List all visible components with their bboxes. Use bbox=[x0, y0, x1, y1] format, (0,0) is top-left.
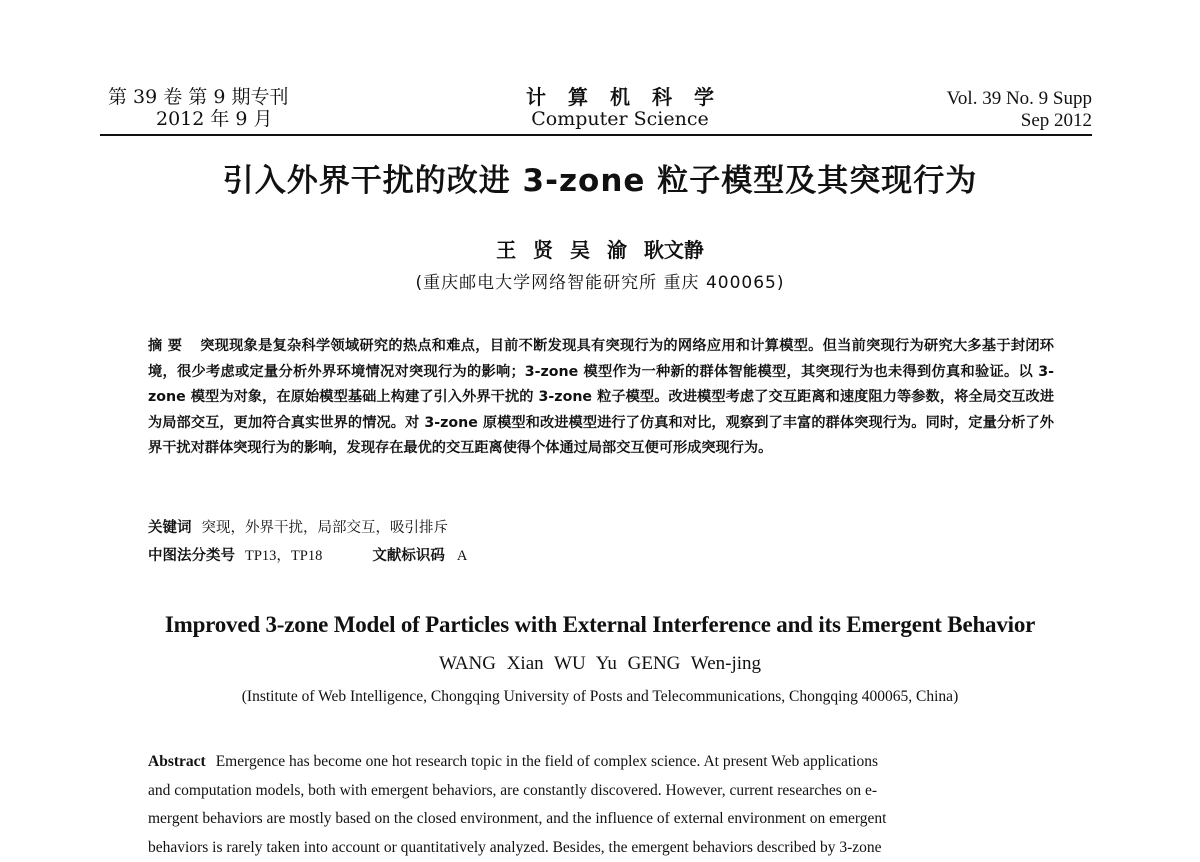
abstract-en-line: Abstract Emergence has become one hot research topic in the field of complex science. At present Web applications bbox=[148, 748, 1054, 777]
publication-date-en: Sep 2012 bbox=[947, 110, 1092, 132]
authors-cn: 王 贤 吴 渝 耿文静 bbox=[0, 234, 1200, 263]
journal-name-en: Computer Science bbox=[480, 108, 760, 130]
paper-title-en: Improved 3-zone Model of Particles with External Interference and its Emergent Behavior bbox=[0, 612, 1200, 638]
affiliation-en: (Institute of Web Intelligence, Chongqing University of Posts and Telecommunications, Chongqing 400065, China) bbox=[0, 688, 1200, 706]
affiliation-cn: (重庆邮电大学网络智能研究所 重庆 400065) bbox=[0, 268, 1200, 293]
journal-volume-info-en bbox=[947, 88, 1092, 132]
volume-issue: 第 39 卷 第 9 期专刊 bbox=[108, 86, 288, 108]
paper-title-cn: 引入外界干扰的改进 3-zone 粒子模型及其突现行为 bbox=[0, 155, 1200, 200]
abstract-cn-text: 突现现象是复杂科学领域研究的热点和难点，目前不断发现具有突现行为的网络应用和计算模型。但当前突现行为研究大多基于封闭环境，很少考虑或定量分析外界环境情况对突现行为的影响；3-zone 模型作为一种新的群体智能模型，其突现行为也未得到仿真和验证。以 3-zone 模型为对象，在原始模型基础上构建了引入外界干扰的 3-zone 粒子模型。改进模型考虑了交互距离和速度阻力等参数，将全局交互改进为局部交互，更加符合真实世界的情况。对 3-zone 原模型和改进模型进行了仿真和对比，观察到了丰富的群体突现行为。同时，定量分析了外界干扰对群体突现行为的影响，发现存在最优的交互距离使得个体通过局部交互便可形成突现行为。 bbox=[148, 338, 1054, 456]
journal-name bbox=[480, 86, 760, 130]
classification-cn bbox=[148, 544, 467, 565]
keywords-cn-label: 关键词 bbox=[148, 520, 192, 536]
abstract-en bbox=[148, 748, 1054, 862]
abstract-en-line: and computation models, both with emergent behaviors, are constantly discovered. However, current researches on e- bbox=[148, 777, 1054, 806]
clc-value: TP13，TP18 bbox=[245, 548, 322, 564]
abstract-cn bbox=[148, 334, 1054, 462]
header-divider bbox=[100, 134, 1092, 136]
authors-en: WANG Xian WU Yu GENG Wen-jing bbox=[0, 653, 1200, 675]
clc-label: 中图法分类号 bbox=[148, 548, 235, 564]
publication-date-cn: 2012 年 9 月 bbox=[108, 108, 288, 130]
abstract-en-line: behaviors is rarely taken into account or quantitatively analyzed. Besides, the emergent behaviors described by 3-zone bbox=[148, 834, 1054, 862]
journal-name-cn: 计算机科学 bbox=[480, 86, 760, 108]
keywords-cn-text: 突现，外界干扰，局部交互，吸引排斥 bbox=[202, 520, 449, 536]
abstract-en-label: Abstract bbox=[148, 753, 206, 770]
abstract-en-line: mergent behaviors are mostly based on the closed environment, and the influence of external environment on emergent bbox=[148, 805, 1054, 834]
volume-issue-en: Vol. 39 No. 9 Supp bbox=[947, 88, 1092, 110]
doc-code-value: A bbox=[457, 548, 467, 564]
keywords-cn bbox=[148, 516, 448, 537]
doc-code-label: 文献标识码 bbox=[372, 548, 445, 564]
abstract-cn-label: 摘 要 bbox=[148, 338, 182, 354]
journal-volume-info bbox=[108, 86, 288, 130]
